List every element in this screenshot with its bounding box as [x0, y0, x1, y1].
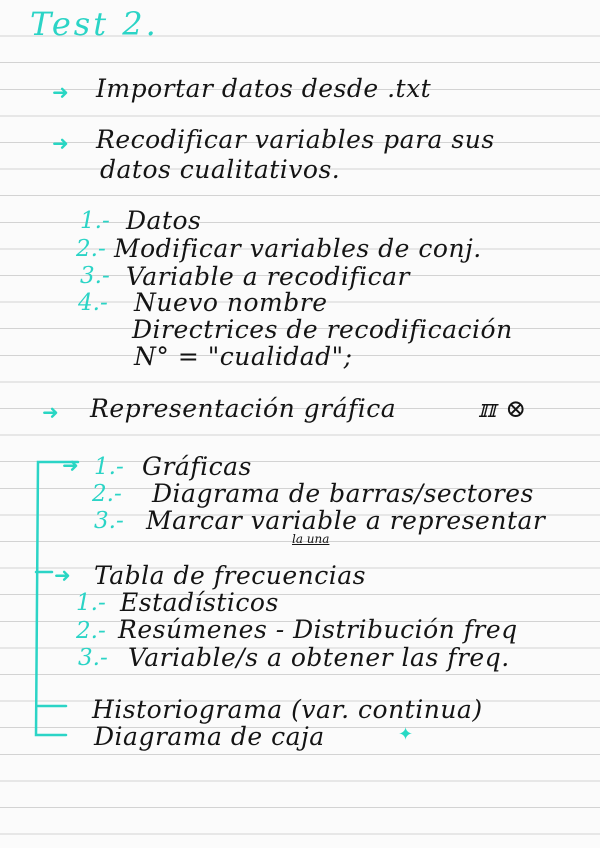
boxplot-item: Diagrama de caja — [94, 722, 325, 751]
step-text: Diagrama de barras/sectores — [152, 479, 534, 508]
step-number: 4.- — [78, 290, 108, 316]
bullet-graphics: Representación gráfica — [90, 394, 397, 423]
step-number: 1.- — [80, 208, 110, 234]
step-number: 3.- — [80, 263, 110, 289]
bullet-import: Importar datos desde .txt — [96, 74, 432, 103]
page-title: Test 2. — [30, 5, 159, 43]
step-text: Estadísticos — [120, 588, 279, 617]
step-text: Variable/s a obtener las freq. — [128, 643, 510, 672]
histogram-item: Historiograma (var. continua) — [92, 695, 483, 724]
arrow-icon: ➜ — [54, 563, 71, 587]
step-number: 2.- — [76, 618, 106, 644]
step-text: Resúmenes - Distribución freq — [118, 615, 518, 644]
recode-directives: Directrices de recodificación — [132, 315, 513, 344]
graphics-symbols: ℼ ⊗ — [478, 394, 527, 423]
step-text: Gráficas — [142, 452, 252, 481]
step-number: 1.- — [76, 590, 106, 616]
arrow-icon: ➜ — [42, 400, 59, 424]
step-number: 2.- — [76, 236, 106, 262]
step-text: Nuevo nombre — [134, 288, 328, 317]
arrow-icon: ➜ — [62, 453, 79, 477]
step-text: Modificar variables de conj. — [114, 234, 482, 263]
arrow-icon: ➜ — [52, 80, 69, 104]
step-number: 3.- — [78, 645, 108, 671]
step-text: Variable a recodificar — [126, 262, 411, 291]
step-number: 1.- — [94, 454, 124, 480]
step-number: 2.- — [92, 481, 122, 507]
step-text: Marcar variable a representar — [146, 506, 546, 535]
bullet-recode-line2: datos cualitativos. — [100, 155, 341, 184]
arrow-icon: ➜ — [52, 131, 69, 155]
step-number: 3.- — [94, 508, 124, 534]
step-text: Datos — [126, 206, 202, 235]
recode-formula: N° = "cualidad"; — [134, 342, 353, 371]
bullet-recode-line1: Recodificar variables para sus — [96, 125, 495, 154]
star-icon: ✦ — [398, 724, 414, 745]
handwritten-note: la una — [292, 532, 330, 546]
freq-heading: Tabla de frecuencias — [94, 561, 366, 590]
